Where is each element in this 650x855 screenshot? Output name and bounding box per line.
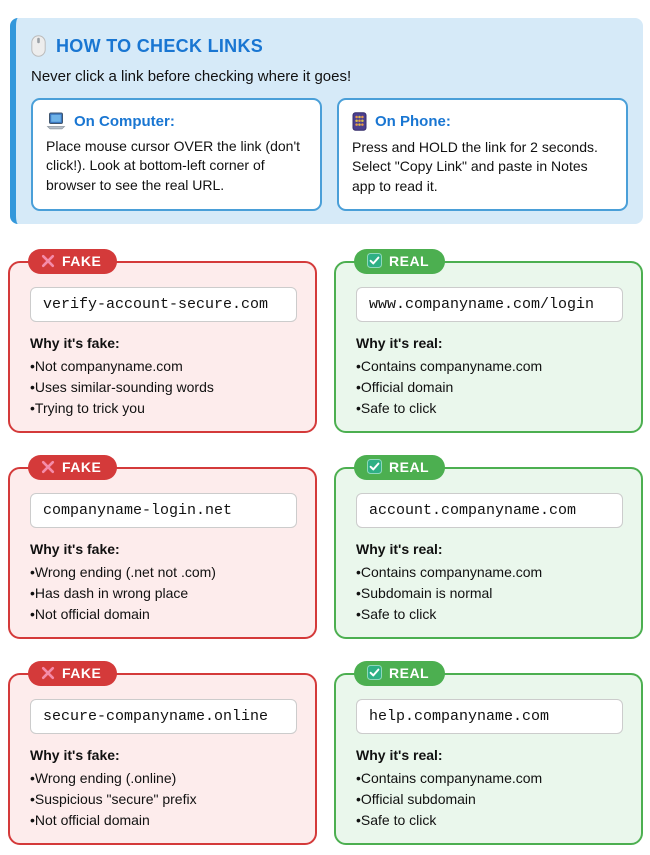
check-icon — [367, 253, 382, 268]
reason-item: • Not official domain — [30, 604, 297, 625]
reason-item: • Safe to click — [356, 604, 623, 625]
reason-item: • Official domain — [356, 377, 623, 398]
why-heading: Why it's real: — [356, 746, 443, 763]
url-display: companyname-login.net — [30, 493, 297, 528]
url-display: secure-companyname.online — [30, 699, 297, 734]
reason-item: • Suspicious "secure" prefix — [30, 789, 297, 810]
fake-link-card — [8, 455, 317, 639]
url-display: www.companyname.com/login — [356, 287, 623, 322]
reason-item: • Safe to click — [356, 810, 623, 831]
reason-item: • Not official domain — [30, 810, 297, 831]
reason-item: • Uses similar-sounding words — [30, 377, 297, 398]
reason-item: • Contains companyname.com — [356, 562, 623, 583]
laptop-icon — [46, 112, 66, 130]
real-link-card — [334, 661, 643, 845]
reason-item: • Wrong ending (.net not .com) — [30, 562, 297, 583]
link-examples-grid — [8, 249, 643, 845]
card-body — [8, 673, 317, 845]
badge-label: FAKE — [62, 252, 102, 269]
card-body — [8, 467, 317, 639]
on-computer-box — [31, 98, 322, 211]
why-heading: Why it's real: — [356, 540, 443, 557]
why-heading: Why it's fake: — [30, 746, 120, 763]
reason-list — [30, 562, 297, 625]
reason-item: • Subdomain is normal — [356, 583, 623, 604]
badge-label: REAL — [389, 458, 430, 475]
reason-item: • Trying to trick you — [30, 398, 297, 419]
why-heading: Why it's fake: — [30, 540, 120, 557]
card-body — [8, 261, 317, 433]
fake-badge — [28, 455, 117, 480]
on-computer-text: Place mouse cursor OVER the link (don't click!). Look at bottom-left corner of browser to see the real URL. — [46, 138, 301, 193]
badge-label: REAL — [389, 664, 430, 681]
why-heading: Why it's real: — [356, 334, 443, 351]
reason-item: • Has dash in wrong place — [30, 583, 297, 604]
card-body — [334, 261, 643, 433]
fake-badge — [28, 249, 117, 274]
reason-item: • Contains companyname.com — [356, 356, 623, 377]
check-icon — [367, 665, 382, 680]
page-subtitle: Never click a link before checking where it goes! — [31, 68, 352, 85]
x-icon — [41, 254, 55, 268]
page-title: HOW TO CHECK LINKS — [56, 35, 264, 56]
phone-icon — [352, 112, 367, 131]
reason-item: • Wrong ending (.online) — [30, 768, 297, 789]
badge-label: REAL — [389, 252, 430, 269]
fake-link-card — [8, 249, 317, 433]
reason-list — [356, 356, 623, 419]
reason-item: • Contains companyname.com — [356, 768, 623, 789]
reason-item: • Safe to click — [356, 398, 623, 419]
x-icon — [41, 460, 55, 474]
x-icon — [41, 666, 55, 680]
real-link-card — [334, 249, 643, 433]
reason-list — [356, 768, 623, 831]
fake-link-card — [8, 661, 317, 845]
url-display: help.companyname.com — [356, 699, 623, 734]
url-display: verify-account-secure.com — [30, 287, 297, 322]
real-badge — [354, 661, 445, 686]
check-icon — [367, 459, 382, 474]
real-badge — [354, 455, 445, 480]
on-phone-box — [337, 98, 628, 211]
how-to-check-links-panel — [10, 18, 643, 224]
real-badge — [354, 249, 445, 274]
badge-label: FAKE — [62, 664, 102, 681]
card-body — [334, 673, 643, 845]
reason-item: • Official subdomain — [356, 789, 623, 810]
reason-list — [356, 562, 623, 625]
fake-badge — [28, 661, 117, 686]
on-phone-heading: On Phone: — [375, 113, 451, 130]
reason-item: • Not companyname.com — [30, 356, 297, 377]
url-display: account.companyname.com — [356, 493, 623, 528]
badge-label: FAKE — [62, 458, 102, 475]
on-computer-heading: On Computer: — [74, 112, 175, 130]
reason-list — [30, 356, 297, 419]
reason-list — [30, 768, 297, 831]
on-phone-text: Press and HOLD the link for 2 seconds. Select "Copy Link" and paste in Notes app to read it. — [352, 139, 598, 194]
mouse-icon — [31, 35, 46, 57]
real-link-card — [334, 455, 643, 639]
card-body — [334, 467, 643, 639]
why-heading: Why it's fake: — [30, 334, 120, 351]
